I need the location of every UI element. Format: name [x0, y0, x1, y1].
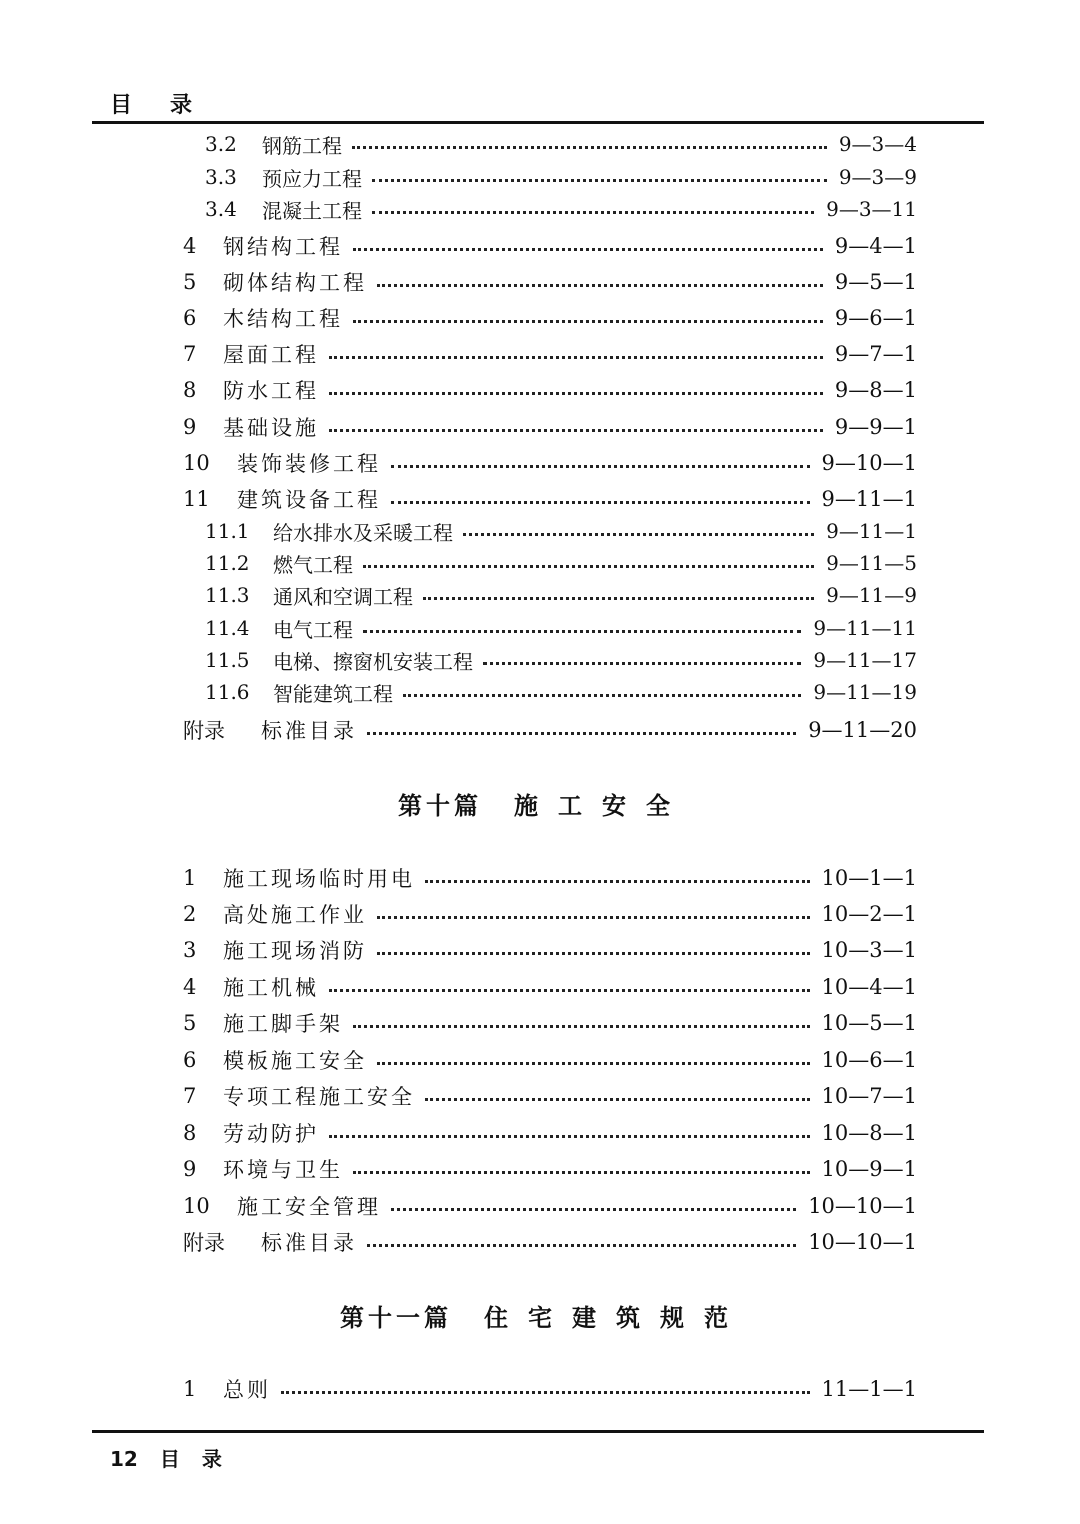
dot-leader [372, 179, 827, 182]
entry-page: 9—3—11 [826, 197, 917, 221]
entry-title: 预应力工程 [262, 166, 362, 191]
dot-leader [363, 565, 814, 568]
entry-number: 4 [183, 975, 197, 999]
entry-number: 11.6 [205, 680, 250, 704]
entry-title: 环境与卫生 [223, 1158, 343, 1182]
page-footer [110, 1443, 244, 1472]
entry-number: 7 [183, 342, 197, 366]
entry-title: 模板施工安全 [223, 1049, 367, 1073]
dot-leader [377, 952, 810, 955]
toc-entry[interactable] [183, 229, 917, 263]
entry-title: 施工脚手架 [223, 1012, 343, 1036]
dot-leader [329, 989, 810, 992]
toc-entry[interactable] [183, 482, 917, 516]
toc-entry[interactable] [183, 1116, 917, 1150]
toc-entry[interactable] [183, 1225, 917, 1259]
toc-entry[interactable] [183, 410, 917, 444]
dot-leader [372, 211, 814, 214]
entry-page: 10—6—1 [821, 1048, 917, 1072]
running-head-right: 录 [170, 93, 195, 118]
entry-page: 9—11—11 [813, 616, 917, 640]
entry-title: 劳动防护 [223, 1122, 319, 1146]
entry-title: 木结构工程 [223, 307, 343, 331]
dot-leader [329, 429, 823, 432]
entry-number: 9 [183, 415, 197, 439]
entry-title: 电梯、擦窗机安装工程 [273, 649, 473, 674]
dot-leader [329, 1135, 810, 1138]
toc-entry[interactable] [183, 337, 917, 371]
entry-page: 10—4—1 [821, 975, 917, 999]
toc-entry[interactable] [183, 1006, 917, 1040]
entry-title: 混凝土工程 [262, 198, 362, 223]
toc-entry[interactable] [183, 1079, 917, 1113]
part-name-char: 筑 [616, 1304, 644, 1332]
dot-leader [352, 146, 827, 149]
entry-number: 附录 [183, 1231, 225, 1255]
dot-leader [483, 662, 801, 665]
entry-page: 9—11—20 [808, 718, 917, 742]
toc-entry[interactable] [183, 446, 917, 480]
entry-page: 10—1—1 [821, 866, 917, 890]
entry-number: 2 [183, 902, 197, 926]
running-head [110, 88, 194, 119]
entry-number: 10 [183, 451, 210, 475]
entry-page: 9—11—9 [826, 583, 917, 607]
dot-leader [363, 630, 801, 633]
entry-page: 10—8—1 [821, 1121, 917, 1145]
entry-number: 11 [183, 487, 210, 511]
toc-entry[interactable] [183, 713, 917, 747]
dot-leader [391, 1208, 796, 1211]
entry-number: 11.4 [205, 616, 250, 640]
entry-title: 钢结构工程 [223, 235, 343, 259]
footer-page-number: 12 [110, 1447, 138, 1471]
dot-leader [353, 1025, 810, 1028]
entry-title: 施工机械 [223, 976, 319, 1000]
entry-page: 9—5—1 [834, 270, 917, 294]
entry-title: 防水工程 [223, 379, 319, 403]
entry-title: 标准目录 [261, 719, 357, 743]
entry-page: 9—8—1 [834, 378, 917, 402]
entry-page: 9—11—1 [821, 487, 917, 511]
entry-title: 总则 [223, 1378, 271, 1402]
entry-title: 燃气工程 [273, 552, 353, 577]
dot-leader [391, 501, 810, 504]
entry-number: 附录 [183, 719, 225, 743]
entry-number: 11.5 [205, 648, 250, 672]
toc-entry[interactable] [183, 265, 917, 299]
entry-page: 10—2—1 [821, 902, 917, 926]
entry-title: 屋面工程 [223, 343, 319, 367]
dot-leader [425, 1098, 810, 1101]
dot-leader [425, 880, 810, 883]
entry-page: 10—10—1 [808, 1194, 917, 1218]
entry-title: 施工现场消防 [223, 939, 367, 963]
entry-number: 1 [183, 1377, 197, 1401]
dot-leader [377, 916, 810, 919]
entry-number: 8 [183, 378, 197, 402]
entry-title: 专项工程施工安全 [223, 1085, 415, 1109]
entry-title: 施工安全管理 [237, 1195, 381, 1219]
dot-leader [329, 356, 823, 359]
dot-leader [281, 1391, 810, 1394]
toc-entry[interactable] [183, 1152, 917, 1186]
part-heading [0, 786, 1080, 821]
toc-entry[interactable] [183, 1189, 917, 1223]
dot-leader [329, 392, 823, 395]
dot-leader [423, 597, 814, 600]
toc-entry[interactable] [205, 548, 917, 578]
entry-page: 9—11—17 [813, 648, 917, 672]
part-name-char: 工 [558, 792, 586, 820]
entry-number: 3.3 [205, 165, 237, 189]
entry-number: 6 [183, 1048, 197, 1072]
toc-entry[interactable] [205, 580, 917, 610]
entry-number: 3.4 [205, 197, 237, 221]
entry-number: 4 [183, 234, 197, 258]
entry-title: 高处施工作业 [223, 903, 367, 927]
part-number: 第十一篇 [340, 1304, 452, 1332]
entry-page: 9—7—1 [834, 342, 917, 366]
dot-leader [463, 533, 814, 536]
part-name-char: 施 [514, 792, 542, 820]
toc-entry[interactable] [183, 1372, 917, 1406]
entry-page: 10—9—1 [821, 1157, 917, 1181]
entry-number: 9 [183, 1157, 197, 1181]
toc-entry[interactable] [183, 373, 917, 407]
entry-page: 9—9—1 [834, 415, 917, 439]
part-name-char: 宅 [528, 1304, 556, 1332]
entry-page: 9—3—4 [838, 132, 917, 156]
entry-title: 钢筋工程 [262, 133, 342, 158]
entry-number: 11.1 [205, 519, 250, 543]
entry-title: 给水排水及采暖工程 [273, 520, 453, 545]
entry-title: 通风和空调工程 [273, 584, 413, 609]
part-name-char: 安 [602, 792, 630, 820]
entry-title: 建筑设备工程 [237, 488, 381, 512]
toc-entry[interactable] [205, 613, 917, 643]
entry-title: 智能建筑工程 [273, 681, 393, 706]
toc-entry[interactable] [205, 194, 917, 224]
dot-leader [367, 732, 796, 735]
entry-page: 9—10—1 [821, 451, 917, 475]
entry-page: 9—6—1 [834, 306, 917, 330]
toc-entry[interactable] [205, 677, 917, 707]
entry-number: 1 [183, 866, 197, 890]
toc-entry[interactable] [183, 861, 917, 895]
top-rule [92, 121, 984, 124]
entry-title: 电气工程 [273, 617, 353, 642]
dot-leader [391, 465, 810, 468]
entry-number: 5 [183, 1011, 197, 1035]
entry-page: 9—11—19 [813, 680, 917, 704]
entry-page: 9—3—9 [838, 165, 917, 189]
running-head-left: 目 [110, 93, 135, 118]
entry-title: 砌体结构工程 [223, 271, 367, 295]
entry-page: 9—11—1 [826, 519, 917, 543]
entry-title: 施工现场临时用电 [223, 867, 415, 891]
toc-entry[interactable] [183, 897, 917, 931]
toc-entry[interactable] [183, 970, 917, 1004]
dot-leader [377, 1062, 810, 1065]
entry-number: 6 [183, 306, 197, 330]
dot-leader [367, 1244, 796, 1247]
toc-entry[interactable] [205, 516, 917, 546]
entry-page: 10—7—1 [821, 1084, 917, 1108]
dot-leader [377, 284, 823, 287]
footer-left: 目 [159, 1447, 180, 1471]
part-name-char: 建 [572, 1304, 600, 1332]
footer-right: 录 [201, 1447, 222, 1471]
bottom-rule [92, 1430, 984, 1433]
entry-page: 9—4—1 [834, 234, 917, 258]
toc-entry[interactable] [205, 129, 917, 159]
toc-entry[interactable] [183, 933, 917, 967]
entry-title: 标准目录 [261, 1231, 357, 1255]
toc-entry[interactable] [205, 162, 917, 192]
entry-number: 10 [183, 1194, 210, 1218]
entry-number: 7 [183, 1084, 197, 1108]
part-name-char: 全 [646, 792, 674, 820]
toc-entry[interactable] [183, 1043, 917, 1077]
entry-number: 3.2 [205, 132, 237, 156]
dot-leader [353, 320, 823, 323]
entry-title: 基础设施 [223, 416, 319, 440]
entry-page: 10—3—1 [821, 938, 917, 962]
entry-page: 10—5—1 [821, 1011, 917, 1035]
entry-number: 11.2 [205, 551, 250, 575]
dot-leader [353, 1171, 810, 1174]
entry-page: 10—10—1 [808, 1230, 917, 1254]
entry-number: 8 [183, 1121, 197, 1145]
entry-page: 9—11—5 [826, 551, 917, 575]
part-heading [0, 1298, 1080, 1333]
entry-number: 11.3 [205, 583, 250, 607]
dot-leader [353, 248, 823, 251]
dot-leader [403, 694, 801, 697]
entry-title: 装饰装修工程 [237, 452, 381, 476]
part-number: 第十篇 [398, 792, 482, 820]
part-name-char: 规 [660, 1304, 688, 1332]
entry-number: 3 [183, 938, 197, 962]
toc-entry[interactable] [183, 301, 917, 335]
part-name-char: 住 [484, 1304, 512, 1332]
entry-number: 5 [183, 270, 197, 294]
part-name-char: 范 [704, 1304, 732, 1332]
entry-page: 11—1—1 [821, 1377, 917, 1401]
toc-entry[interactable] [205, 645, 917, 675]
